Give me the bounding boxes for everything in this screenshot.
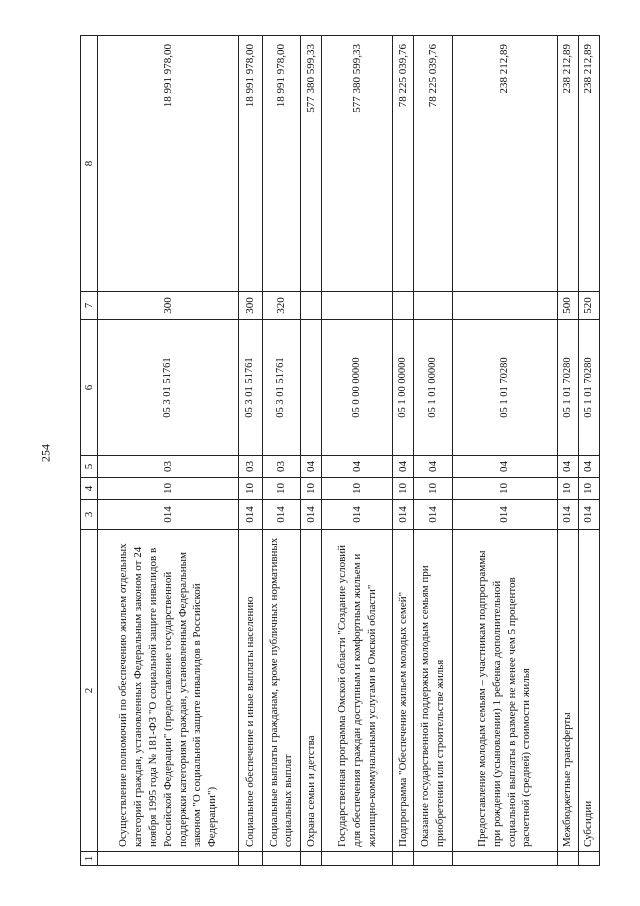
col-header: 2 bbox=[81, 530, 98, 852]
amount: 577 380 599,33 bbox=[301, 36, 322, 292]
subsection-code: 04 bbox=[301, 456, 322, 478]
table-row bbox=[578, 36, 599, 866]
item-name: Субсидии bbox=[578, 530, 599, 852]
section-code: 10 bbox=[557, 478, 578, 500]
amount: 577 380 599,33 bbox=[322, 36, 393, 292]
section-code: 10 bbox=[578, 478, 599, 500]
target-article-code: 05 3 01 51761 bbox=[262, 320, 301, 456]
amount: 18 991 978,00 bbox=[262, 36, 301, 292]
target-article-code: 05 1 00 00000 bbox=[392, 320, 413, 456]
ministry-code: 014 bbox=[98, 500, 239, 530]
amount: 18 991 978,00 bbox=[98, 36, 239, 292]
expense-type-code bbox=[322, 292, 393, 320]
expense-type-code: 320 bbox=[262, 292, 301, 320]
item-name: Предоставление молодым семьям – участникам подпрограммы при рождении (усыновлении) 1 ребенка дополнительной социальной выплаты в размере не менее чем 5 процентов расчетной (средней) стоимости жилья bbox=[452, 530, 557, 852]
expense-type-code: 500 bbox=[557, 292, 578, 320]
amount: 78 225 039,76 bbox=[414, 36, 453, 292]
row-marker-cell bbox=[578, 852, 599, 866]
ministry-code: 014 bbox=[392, 500, 413, 530]
ministry-code: 014 bbox=[452, 500, 557, 530]
table-row bbox=[392, 36, 413, 866]
section-code: 10 bbox=[98, 478, 239, 500]
section-code: 10 bbox=[414, 478, 453, 500]
row-marker-cell bbox=[262, 852, 301, 866]
target-article-code: 05 1 01 70280 bbox=[452, 320, 557, 456]
expense-type-code: 520 bbox=[578, 292, 599, 320]
table-row bbox=[301, 36, 322, 866]
ministry-code: 014 bbox=[262, 500, 301, 530]
amount: 238 212,89 bbox=[557, 36, 578, 292]
ministry-code: 014 bbox=[557, 500, 578, 530]
amount: 78 225 039,76 bbox=[392, 36, 413, 292]
target-article-code: 05 3 01 51761 bbox=[239, 320, 263, 456]
item-name: Охрана семьи и детства bbox=[301, 530, 322, 852]
expense-type-code bbox=[392, 292, 413, 320]
subsection-code: 04 bbox=[557, 456, 578, 478]
table-row bbox=[262, 36, 301, 866]
section-code: 10 bbox=[392, 478, 413, 500]
subsection-code: 04 bbox=[392, 456, 413, 478]
col-header: 1 bbox=[81, 852, 98, 866]
page-number: 254 bbox=[38, 444, 53, 462]
col-header: 3 bbox=[81, 500, 98, 530]
expense-type-code bbox=[414, 292, 453, 320]
col-header: 4 bbox=[81, 478, 98, 500]
header-row bbox=[81, 36, 98, 866]
ministry-code: 014 bbox=[301, 500, 322, 530]
row-marker-cell bbox=[301, 852, 322, 866]
ministry-code: 014 bbox=[578, 500, 599, 530]
section-code: 10 bbox=[452, 478, 557, 500]
col-header: 5 bbox=[81, 456, 98, 478]
expense-type-code: 300 bbox=[98, 292, 239, 320]
item-name: Государственная программа Омской области "Создание условий для обеспечения граждан доступным и комфортным жильем и жилищно-коммунальными услугами в Омской области" bbox=[322, 530, 393, 852]
item-name: Осуществление полномочий по обеспечению жильем отдельных категорий граждан, установленных Федеральным законом от 24 ноября 1995 года № 181-ФЗ "О социальной защите инвалидов в Российской Федерации" (предоставление государственной поддержки категориям граждан, установленным Федеральным законом "О социальной защите инвалидов в Российской Федерации") bbox=[98, 530, 239, 852]
table-row bbox=[239, 36, 263, 866]
budget-table bbox=[80, 35, 600, 866]
row-marker-cell bbox=[414, 852, 453, 866]
row-marker-cell bbox=[98, 852, 239, 866]
subsection-code: 04 bbox=[452, 456, 557, 478]
budget-table-rotated bbox=[80, 36, 600, 866]
table-row bbox=[414, 36, 453, 866]
ministry-code: 014 bbox=[414, 500, 453, 530]
expense-type-code: 300 bbox=[239, 292, 263, 320]
ministry-code: 014 bbox=[239, 500, 263, 530]
section-code: 10 bbox=[239, 478, 263, 500]
table-row bbox=[452, 36, 557, 866]
target-article-code bbox=[301, 320, 322, 456]
ministry-code: 014 bbox=[322, 500, 393, 530]
subsection-code: 04 bbox=[578, 456, 599, 478]
expense-type-code bbox=[301, 292, 322, 320]
item-name: Социальные выплаты гражданам, кроме публичных нормативных социальных выплат bbox=[262, 530, 301, 852]
subsection-code: 04 bbox=[414, 456, 453, 478]
subsection-code: 04 bbox=[322, 456, 393, 478]
section-code: 10 bbox=[322, 478, 393, 500]
target-article-code: 05 1 01 00000 bbox=[414, 320, 453, 456]
row-marker-cell bbox=[392, 852, 413, 866]
target-article-code: 05 1 01 70280 bbox=[557, 320, 578, 456]
section-code: 10 bbox=[301, 478, 322, 500]
row-marker-cell bbox=[239, 852, 263, 866]
row-marker-cell bbox=[557, 852, 578, 866]
row-marker-cell bbox=[322, 852, 393, 866]
item-name: Оказание государственной поддержки молодым семьям при приобретении или строительстве жилья bbox=[414, 530, 453, 852]
section-code: 10 bbox=[262, 478, 301, 500]
row-marker-cell bbox=[452, 852, 557, 866]
amount: 18 991 978,00 bbox=[239, 36, 263, 292]
amount: 238 212,89 bbox=[578, 36, 599, 292]
target-article-code: 05 0 00 00000 bbox=[322, 320, 393, 456]
subsection-code: 03 bbox=[98, 456, 239, 478]
col-header: 8 bbox=[81, 36, 98, 292]
table-row bbox=[322, 36, 393, 866]
table-row bbox=[98, 36, 239, 866]
target-article-code: 05 1 01 70280 bbox=[578, 320, 599, 456]
item-name: Социальное обеспечение и иные выплаты населению bbox=[239, 530, 263, 852]
amount: 238 212,89 bbox=[452, 36, 557, 292]
item-name: Подпрограмма "Обеспечение жильем молодых семей" bbox=[392, 530, 413, 852]
subsection-code: 03 bbox=[262, 456, 301, 478]
target-article-code: 05 3 01 51761 bbox=[98, 320, 239, 456]
item-name: Межбюджетные трансферты bbox=[557, 530, 578, 852]
subsection-code: 03 bbox=[239, 456, 263, 478]
table-row bbox=[557, 36, 578, 866]
col-header: 6 bbox=[81, 320, 98, 456]
expense-type-code bbox=[452, 292, 557, 320]
col-header: 7 bbox=[81, 292, 98, 320]
